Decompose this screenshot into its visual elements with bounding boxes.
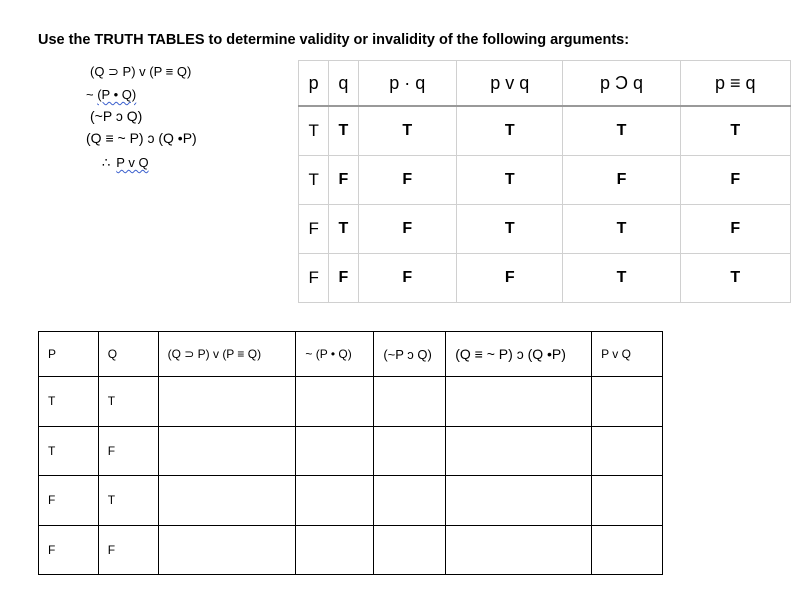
work-header-cell: (~P ɔ Q) [374,332,446,377]
ref-row [299,156,791,205]
ref-cell: T [680,106,790,156]
work-header-cell: ~ (P • Q) [296,332,374,377]
ref-cell: F [329,254,358,303]
answer-cell[interactable] [374,476,446,526]
work-cell: T [98,377,158,427]
premise-3: (~P ɔ Q) [90,108,143,124]
answer-cell[interactable] [446,426,592,476]
ref-cell: F [680,156,790,205]
ref-cell: T [563,106,680,156]
work-row [39,426,663,476]
work-cell: F [39,476,99,526]
ref-cell: T [299,106,329,156]
ref-cell: T [358,106,456,156]
answer-cell[interactable] [296,476,374,526]
ref-cell: F [457,254,563,303]
ref-cell: T [329,205,358,254]
work-header-cell: Q [98,332,158,377]
ref-cell: F [329,156,358,205]
premise-2-body: (P • Q) [97,87,137,102]
ref-cell: T [457,106,563,156]
ref-header-row [299,61,791,107]
ref-cell: F [299,205,329,254]
work-header-cell: P v Q [592,332,663,377]
ref-header-cell: p v q [457,61,563,107]
ref-cell: F [680,205,790,254]
ref-header-cell: p Ɔ q [563,61,680,107]
answer-cell[interactable] [374,426,446,476]
instruction-heading: Use the TRUTH TABLES to determine validity or invalidity of the following arguments: [38,32,630,48]
ref-cell: T [299,156,329,205]
answer-cell[interactable] [592,476,663,526]
answer-cell[interactable] [592,426,663,476]
reference-truth-table [298,60,791,303]
ref-header-cell: p [299,61,329,107]
premise-2-negation: ~ [86,87,98,102]
answer-cell[interactable] [296,377,374,427]
premise-2 [86,87,136,102]
work-cell: T [39,426,99,476]
ref-cell: F [299,254,329,303]
answer-cell[interactable] [158,426,296,476]
ref-header-cell: p ≡ q [680,61,790,107]
ref-cell: F [358,205,456,254]
ref-cell: T [563,254,680,303]
therefore-symbol: ∴ [102,155,111,170]
ref-cell: T [457,205,563,254]
answer-cell[interactable] [296,525,374,575]
ref-cell: T [563,205,680,254]
work-header-cell: (Q ≡ ~ P) ɔ (Q •P) [446,332,592,377]
work-header-cell: (Q ⊃ P) v (P ≡ Q) [158,332,296,377]
ref-cell: F [563,156,680,205]
premise-1: (Q ⊃ P) v (P ≡ Q) [90,64,192,79]
conclusion-text: P v Q [116,155,149,170]
premise-4: (Q ≡ ~ P) ɔ (Q •P) [86,130,197,146]
answer-cell[interactable] [158,525,296,575]
work-row [39,377,663,427]
ref-cell: F [358,254,456,303]
answer-cell[interactable] [592,377,663,427]
answer-cell[interactable] [158,476,296,526]
answer-cell[interactable] [446,476,592,526]
ref-cell: T [680,254,790,303]
answer-cell[interactable] [446,525,592,575]
answer-cell[interactable] [374,377,446,427]
work-row [39,476,663,526]
ref-cell: F [358,156,456,205]
ref-row [299,106,791,156]
work-cell: T [98,476,158,526]
argument-truth-table [38,331,663,575]
ref-row [299,254,791,303]
ref-header-cell: p · q [358,61,456,107]
answer-cell[interactable] [446,377,592,427]
answer-cell[interactable] [296,426,374,476]
work-header-cell: P [39,332,99,377]
work-cell: F [39,525,99,575]
ref-cell: T [457,156,563,205]
work-cell: T [39,377,99,427]
answer-cell[interactable] [592,525,663,575]
ref-header-cell: q [329,61,358,107]
work-row [39,525,663,575]
work-cell: F [98,525,158,575]
work-cell: F [98,426,158,476]
ref-row [299,205,791,254]
answer-cell[interactable] [374,525,446,575]
ref-cell: T [329,106,358,156]
work-header-row [39,332,663,377]
answer-cell[interactable] [158,377,296,427]
conclusion [102,155,149,171]
